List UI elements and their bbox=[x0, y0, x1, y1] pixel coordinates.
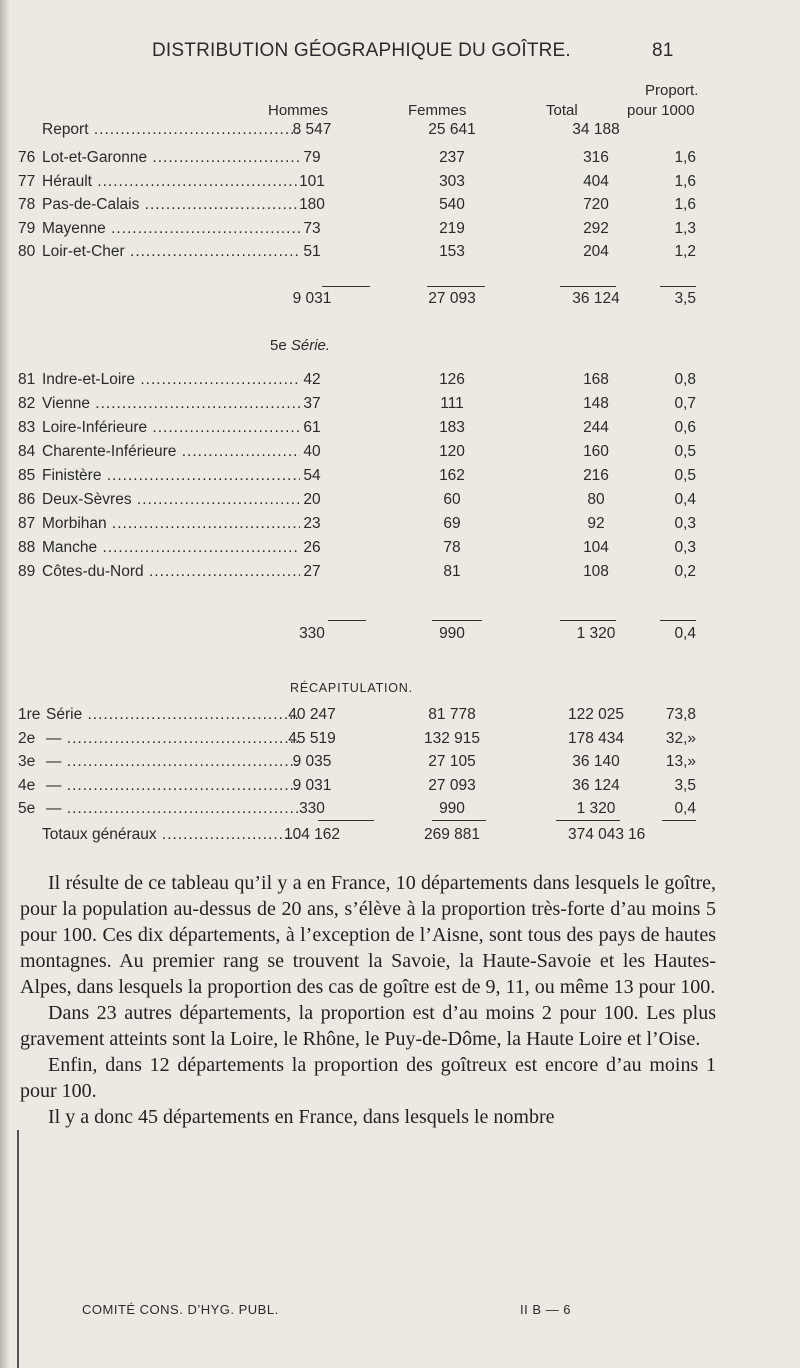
serie5-proport: 0,3 bbox=[674, 539, 696, 556]
serie4-hommes: 51 bbox=[303, 243, 321, 260]
serie4-femmes: 153 bbox=[439, 243, 465, 260]
serie5-name: Côtes-du-Nord ..... bbox=[42, 563, 300, 580]
serie5-num: 83 bbox=[18, 419, 36, 436]
serie5-femmes: 126 bbox=[439, 371, 465, 388]
serie5-hommes: 23 bbox=[303, 515, 321, 532]
grand-total-proport: 16 bbox=[628, 826, 646, 843]
serie5-row bbox=[0, 419, 800, 443]
recap-hommes: 45 519 bbox=[288, 729, 336, 747]
recap-femmes: 27 093 bbox=[428, 776, 476, 794]
col-proport-line2: pour 1000 bbox=[627, 102, 695, 119]
serie5-name: Morbihan ..... bbox=[42, 515, 300, 532]
serie4-num: 78 bbox=[18, 196, 36, 213]
serie4-row bbox=[0, 220, 800, 244]
serie4-total: 316 bbox=[583, 149, 609, 166]
report-row bbox=[0, 121, 800, 145]
serie4-proport: 1,6 bbox=[674, 149, 696, 166]
recap-num: 4e bbox=[18, 776, 36, 794]
recap-femmes: 132 915 bbox=[423, 729, 481, 747]
serie4-num: 77 bbox=[18, 172, 36, 190]
rule bbox=[427, 286, 485, 287]
serie4-total-proport: 3,5 bbox=[674, 290, 696, 307]
serie5-total: 92 bbox=[587, 515, 605, 532]
col-total: Total bbox=[546, 102, 578, 119]
recap-hommes: 40 247 bbox=[288, 706, 336, 723]
footer-sheet-mark: II B — 6 bbox=[520, 1302, 571, 1317]
serie5-hommes: 42 bbox=[303, 371, 321, 388]
serie4-name: Hérault ..... bbox=[42, 173, 300, 190]
serie5-hommes: 37 bbox=[303, 395, 321, 412]
serie5-title bbox=[270, 337, 330, 354]
recap-hommes: 9 035 bbox=[292, 753, 332, 770]
footer-signature: COMITÉ CONS. D’HYG. PUBL. bbox=[82, 1302, 279, 1317]
serie5-num: 82 bbox=[18, 395, 36, 412]
serie4-hommes: 180 bbox=[299, 196, 325, 213]
recap-femmes: 990 bbox=[439, 800, 465, 817]
serie5-total-femmes: 990 bbox=[439, 625, 465, 642]
serie4-num: 76 bbox=[18, 149, 36, 166]
serie5-title-num: 5e bbox=[270, 337, 287, 354]
serie5-femmes: 183 bbox=[439, 419, 465, 436]
serie5-row bbox=[0, 371, 800, 395]
report-total: 34 188 bbox=[572, 121, 620, 138]
recap-num: 2e bbox=[18, 729, 36, 747]
serie5-total: 80 bbox=[587, 491, 605, 508]
serie4-hommes: 101 bbox=[299, 172, 325, 190]
serie4-num: 80 bbox=[18, 243, 36, 260]
recap-proport: 3,5 bbox=[674, 776, 696, 794]
serie4-num: 79 bbox=[18, 219, 36, 237]
recap-row bbox=[0, 777, 800, 801]
rule bbox=[660, 620, 696, 621]
page-number: 81 bbox=[652, 40, 674, 61]
rule bbox=[322, 286, 370, 287]
report-hommes: 8 547 bbox=[292, 121, 332, 138]
serie5-name: Vienne ..... bbox=[42, 395, 300, 412]
serie5-total-hommes: 330 bbox=[299, 625, 325, 642]
grand-total-femmes: 269 881 bbox=[423, 826, 481, 843]
serie5-total: 244 bbox=[583, 419, 609, 436]
serie4-total: 292 bbox=[583, 219, 609, 237]
recap-name: Série ..... bbox=[46, 706, 300, 723]
recap-num: 3e bbox=[18, 753, 36, 770]
recap-hommes: 9 031 bbox=[292, 776, 332, 794]
serie4-total: 204 bbox=[583, 243, 609, 260]
serie5-femmes: 111 bbox=[440, 395, 464, 412]
serie5-total: 216 bbox=[583, 467, 609, 484]
rule bbox=[662, 820, 696, 821]
running-title: DISTRIBUTION GÉOGRAPHIQUE DU GOÎTRE. bbox=[152, 40, 571, 61]
serie4-row bbox=[0, 243, 800, 267]
paragraph: Enfin, dans 12 départements la proportion des goîtreux est encore d’au moins 1 pour 100. bbox=[20, 1054, 716, 1102]
recap-hommes: 330 bbox=[299, 800, 325, 817]
paragraph: Dans 23 autres départements, la proportion est d’au moins 2 pour 100. Les plus gravement atteints sont la Loire, le Rhône, le Puy-de-Dôme, la Haute Loire et l’Oise. bbox=[20, 1002, 716, 1050]
grand-total-row bbox=[0, 826, 800, 850]
serie4-total-total: 36 124 bbox=[572, 290, 620, 307]
serie5-num: 87 bbox=[18, 515, 36, 532]
recap-proport: 32,» bbox=[665, 729, 696, 747]
grand-total-label: Totaux généraux ..... bbox=[42, 826, 300, 843]
serie4-row bbox=[0, 196, 800, 220]
serie4-total-hommes: 9 031 bbox=[292, 290, 332, 307]
serie5-femmes: 69 bbox=[443, 515, 461, 532]
serie4-name: Mayenne ..... bbox=[42, 220, 300, 237]
recap-proport: 0,4 bbox=[674, 800, 696, 817]
serie5-name: Manche ..... bbox=[42, 539, 300, 556]
serie5-num: 88 bbox=[18, 539, 36, 556]
serie5-total-total: 1 320 bbox=[576, 625, 616, 642]
serie5-name: Deux-Sèvres ..... bbox=[42, 491, 300, 508]
margin-line bbox=[17, 1130, 19, 1368]
recap-total: 36 140 bbox=[572, 753, 620, 770]
serie5-name: Indre-et-Loire ..... bbox=[42, 371, 300, 388]
serie5-title-label: Série. bbox=[290, 337, 331, 354]
col-hommes: Hommes bbox=[268, 102, 329, 119]
recap-total: 178 434 bbox=[567, 729, 625, 747]
serie5-num: 89 bbox=[18, 563, 36, 580]
serie4-name: Lot-et-Garonne ..... bbox=[42, 149, 300, 166]
recap-total: 1 320 bbox=[576, 800, 616, 817]
serie4-femmes: 303 bbox=[439, 172, 465, 190]
serie5-total: 108 bbox=[583, 563, 609, 580]
serie5-num: 81 bbox=[18, 371, 36, 388]
rule bbox=[560, 620, 616, 621]
serie5-hommes: 26 bbox=[303, 539, 321, 556]
rule bbox=[432, 820, 486, 821]
serie5-proport: 0,5 bbox=[674, 443, 696, 460]
serie5-row bbox=[0, 443, 800, 467]
recap-num: 1re bbox=[18, 706, 41, 723]
serie5-row bbox=[0, 563, 800, 587]
serie5-proport: 0,3 bbox=[674, 515, 696, 532]
serie4-row bbox=[0, 173, 800, 197]
serie4-proport: 1,6 bbox=[674, 196, 696, 213]
serie5-hommes: 61 bbox=[303, 419, 321, 436]
report-femmes: 25 641 bbox=[428, 121, 476, 138]
serie5-femmes: 162 bbox=[439, 467, 465, 484]
report-label: Report ..... bbox=[42, 121, 300, 138]
col-femmes: Femmes bbox=[408, 102, 467, 119]
serie5-total-proport: 0,4 bbox=[674, 625, 696, 642]
rule bbox=[432, 620, 482, 621]
recap-title: RÉCAPITULATION. bbox=[290, 681, 413, 695]
serie5-name: Charente-Inférieure ..... bbox=[42, 443, 300, 460]
recap-total: 36 124 bbox=[572, 776, 620, 794]
serie5-name: Loire-Inférieure ..... bbox=[42, 419, 300, 436]
serie5-num: 84 bbox=[18, 443, 36, 460]
recap-name: — ..... bbox=[46, 730, 300, 747]
body-text bbox=[20, 870, 716, 1130]
serie5-femmes: 60 bbox=[443, 491, 461, 508]
serie5-femmes: 120 bbox=[439, 443, 465, 460]
serie4-total-row bbox=[0, 290, 800, 314]
serie5-total: 160 bbox=[583, 443, 609, 460]
recap-name: — ..... bbox=[46, 800, 300, 817]
serie5-hommes: 27 bbox=[303, 563, 321, 580]
recap-proport: 73,8 bbox=[665, 706, 696, 723]
serie5-proport: 0,2 bbox=[674, 563, 696, 580]
recap-name: — ..... bbox=[46, 777, 300, 794]
serie5-total: 168 bbox=[583, 371, 609, 388]
serie5-num: 85 bbox=[18, 467, 36, 484]
serie4-name: Pas-de-Calais ..... bbox=[42, 196, 300, 213]
paragraph: Il y a donc 45 départements en France, dans lesquels le nombre bbox=[48, 1106, 555, 1128]
recap-name: — ..... bbox=[46, 753, 300, 770]
serie4-proport: 1,6 bbox=[674, 172, 696, 190]
serie4-femmes: 540 bbox=[439, 196, 465, 213]
serie4-row bbox=[0, 149, 800, 173]
serie4-proport: 1,2 bbox=[674, 243, 696, 260]
rule bbox=[660, 286, 696, 287]
serie5-proport: 0,6 bbox=[674, 419, 696, 436]
serie5-proport: 0,8 bbox=[674, 371, 696, 388]
serie4-proport: 1,3 bbox=[674, 219, 696, 237]
col-proport-line1: Proport. bbox=[645, 82, 699, 99]
recap-femmes: 27 105 bbox=[428, 753, 476, 770]
recap-femmes: 81 778 bbox=[428, 706, 476, 723]
serie4-total: 720 bbox=[583, 196, 609, 213]
serie4-femmes: 237 bbox=[439, 149, 465, 166]
recap-row bbox=[0, 753, 800, 777]
serie5-row bbox=[0, 395, 800, 419]
rule bbox=[328, 620, 366, 621]
serie5-proport: 0,4 bbox=[674, 491, 696, 508]
serie4-total: 404 bbox=[583, 172, 609, 190]
recap-proport: 13,» bbox=[665, 753, 696, 770]
serie5-hommes: 54 bbox=[303, 467, 321, 484]
serie4-femmes: 219 bbox=[439, 219, 465, 237]
rule bbox=[556, 820, 620, 821]
serie5-proport: 0,5 bbox=[674, 467, 696, 484]
serie4-name: Loir-et-Cher ..... bbox=[42, 243, 300, 260]
recap-num: 5e bbox=[18, 800, 36, 817]
serie4-hommes: 73 bbox=[303, 219, 321, 237]
serie5-total: 148 bbox=[583, 395, 609, 412]
serie4-total-femmes: 27 093 bbox=[428, 290, 476, 307]
serie4-hommes: 79 bbox=[303, 149, 321, 166]
serie5-num: 86 bbox=[18, 491, 36, 508]
serie5-row bbox=[0, 515, 800, 539]
serie5-proport: 0,7 bbox=[674, 395, 696, 412]
serie5-hommes: 40 bbox=[303, 443, 321, 460]
serie5-hommes: 20 bbox=[303, 491, 321, 508]
serie5-total-row bbox=[0, 625, 800, 649]
serie5-row bbox=[0, 539, 800, 563]
rule bbox=[318, 820, 374, 821]
rule bbox=[560, 286, 616, 287]
serie5-femmes: 81 bbox=[443, 563, 461, 580]
recap-total: 122 025 bbox=[567, 706, 625, 723]
serie5-row bbox=[0, 467, 800, 491]
serie5-row bbox=[0, 491, 800, 515]
serie5-femmes: 78 bbox=[443, 539, 461, 556]
serie5-total: 104 bbox=[583, 539, 609, 556]
grand-total-hommes: 104 162 bbox=[283, 826, 341, 843]
grand-total-total: 374 043 bbox=[567, 826, 625, 843]
serie5-name: Finistère ..... bbox=[42, 467, 300, 484]
recap-row bbox=[0, 730, 800, 754]
recap-row bbox=[0, 706, 800, 730]
paragraph: Il résulte de ce tableau qu’il y a en France, 10 départements dans lesquels le goître, pour la population au-dessus de 20 ans, s’élève à la proportion très-forte d’au moins 5 pour 100. Ces dix départements, à l’exception de l’Aisne, sont tous des pays de hautes montagnes. Au premier rang se trouvent la Savoie, la Haute-Savoie et les Hautes-Alpes, dans lesquels la proportion des cas de goître est de 9, 11, ou même 13 pour 100. bbox=[20, 872, 716, 998]
